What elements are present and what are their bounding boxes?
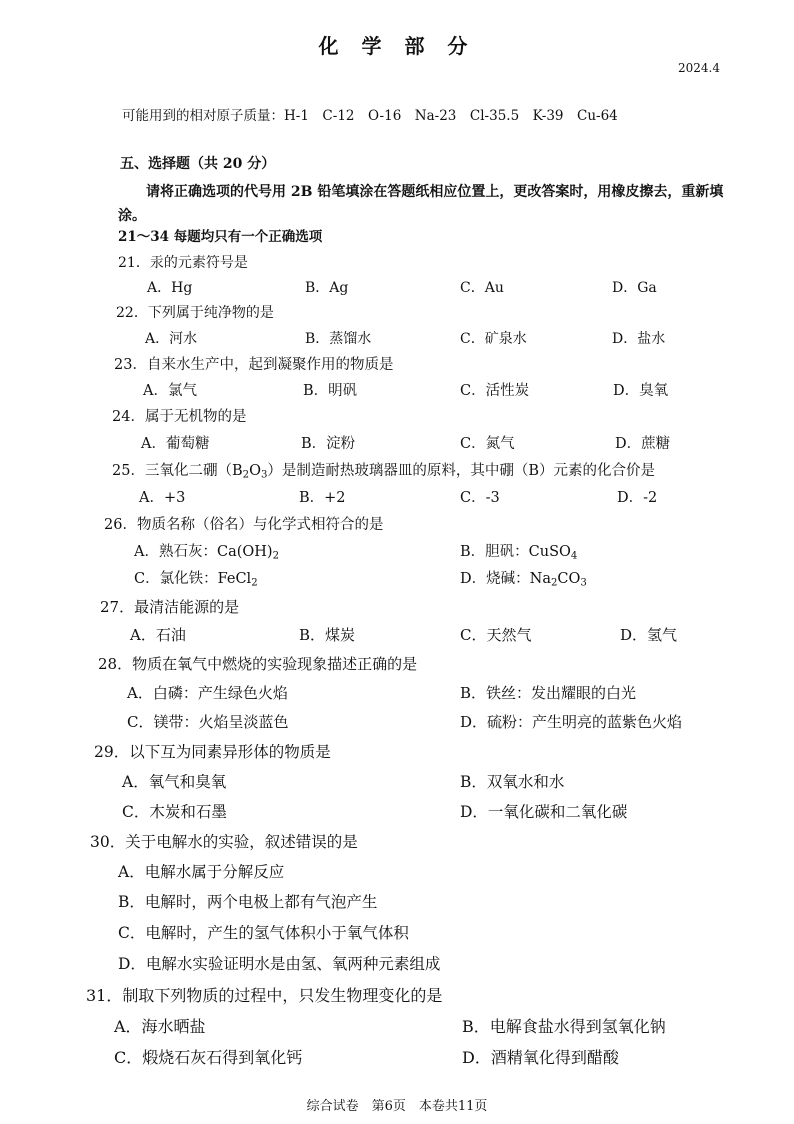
question-26-option-d[interactable]: D．烧碱：$Na_2CO_3$: [460, 571, 587, 589]
page-footer: 综合试卷 第6页 本卷共11页: [306, 1099, 488, 1114]
question-25-option-b[interactable]: B．+2: [299, 490, 346, 506]
question-24-stem: 24．属于无机物的是: [112, 409, 247, 425]
question-21-option-d[interactable]: D．Ga: [612, 280, 657, 296]
question-27-stem: 27．最清洁能源的是: [100, 598, 240, 616]
question-24-option-c[interactable]: C．氮气: [460, 436, 515, 452]
question-30-stem: 30．关于电解水的实验，叙述错误的是: [90, 833, 358, 851]
question-27-option-c[interactable]: C．天然气: [460, 626, 532, 644]
section-subtitle: 21～34 每题均只有一个正确选项: [118, 229, 323, 245]
question-31-option-c[interactable]: C．煅烧石灰石得到氧化钙: [114, 1048, 303, 1067]
question-25-option-d[interactable]: D．-2: [617, 490, 658, 506]
question-28-option-c[interactable]: C．镁带：火焰呈淡蓝色: [127, 713, 289, 731]
question-28-option-b[interactable]: B．铁丝：发出耀眼的白光: [460, 684, 637, 702]
question-30-option-c[interactable]: C．电解时，产生的氢气体积小于氧气体积: [118, 924, 409, 942]
question-24-option-d[interactable]: D．蔗糖: [615, 436, 671, 452]
question-28-option-a[interactable]: A．白磷：产生绿色火焰: [127, 684, 288, 702]
question-29-option-b[interactable]: B．双氧水和水: [460, 773, 565, 791]
question-28-option-d[interactable]: D．硫粉：产生明亮的蓝紫色火焰: [460, 713, 683, 731]
question-31-option-b[interactable]: B．电解食盐水得到氢氧化钠: [462, 1017, 666, 1036]
question-31-stem: 31．制取下列物质的过程中，只发生物理变化的是: [86, 986, 443, 1005]
question-22-option-a[interactable]: A．河水: [145, 331, 198, 347]
question-26-option-b[interactable]: B．胆矾：CuSO$_4$: [460, 544, 578, 562]
question-30-option-a[interactable]: A．电解水属于分解反应: [118, 863, 285, 881]
question-31-option-a[interactable]: A．海水晒盐: [114, 1017, 206, 1036]
question-26-option-c[interactable]: C．氯化铁：FeCl$_2$: [134, 571, 258, 589]
question-28-stem: 28．物质在氧气中燃烧的实验现象描述正确的是: [98, 655, 418, 673]
question-27-option-d[interactable]: D．氢气: [620, 626, 678, 644]
question-23-stem: 23．自来水生产中，起到凝聚作用的物质是: [114, 357, 394, 373]
question-23-option-a[interactable]: A．氯气: [143, 383, 197, 399]
exam-date: 2024.4: [678, 61, 720, 75]
question-23-option-d[interactable]: D．臭氧: [613, 383, 669, 399]
question-29-option-c[interactable]: C．木炭和石墨: [122, 803, 227, 821]
question-29-option-d[interactable]: D．一氧化碳和二氧化碳: [460, 803, 628, 821]
question-21-stem: 21．汞的元素符号是: [118, 255, 248, 271]
question-25-option-a[interactable]: A．+3: [139, 490, 186, 506]
question-24-option-b[interactable]: B．淀粉: [301, 436, 356, 452]
page-title: 化 学 部 分: [318, 34, 476, 58]
section-title: 五、选择题（共 20 分）: [120, 156, 276, 172]
question-30-option-b[interactable]: B．电解时，两个电极上都有气泡产生: [118, 893, 378, 911]
question-30-option-d[interactable]: D．电解水实验证明水是由氢、氧两种元素组成: [118, 955, 441, 973]
question-29-stem: 29．以下互为同素异形体的物质是: [94, 743, 331, 761]
question-22-stem: 22．下列属于纯净物的是: [116, 305, 274, 321]
question-22-option-c[interactable]: C．矿泉水: [460, 331, 527, 347]
question-21-option-b[interactable]: B．Ag: [305, 280, 349, 296]
question-27-option-a[interactable]: A．石油: [130, 626, 186, 644]
question-29-option-a[interactable]: A．氧气和臭氧: [122, 773, 227, 791]
question-25-option-c[interactable]: C．-3: [460, 490, 500, 506]
question-31-option-d[interactable]: D．酒精氧化得到醋酸: [462, 1048, 619, 1067]
question-23-option-c[interactable]: C．活性炭: [460, 383, 530, 399]
question-24-option-a[interactable]: A．葡萄糖: [141, 436, 210, 452]
question-26-stem: 26．物质名称（俗名）与化学式相符合的是: [104, 517, 384, 533]
question-23-option-b[interactable]: B．明矾: [303, 383, 358, 399]
question-26-option-a[interactable]: A．熟石灰：$Ca(OH)_2$: [134, 544, 280, 562]
section-instruction: 请将正确选项的代号用 2B 铅笔填涂在答题纸相应位置上，更改答案时，用橡皮擦去，重新填涂。: [118, 184, 724, 224]
atomic-masses-line: 可能用到的相对原子质量：H-1 C-12 O-16 Na-23 Cl-35.5 K-39 Cu-64: [122, 108, 618, 124]
question-22-option-d[interactable]: D．盐水: [612, 331, 666, 347]
question-27-option-b[interactable]: B．煤炭: [299, 626, 356, 644]
question-21-option-c[interactable]: C．Au: [460, 280, 504, 296]
question-22-option-b[interactable]: B．蒸馏水: [305, 331, 372, 347]
question-25-stem: 25．三氧化二硼$(B_2O_3)$是制造耐热玻璃器皿的原料，其中硼（B）元素的化合价是: [112, 463, 656, 481]
question-21-option-a[interactable]: A．Hg: [147, 280, 193, 296]
